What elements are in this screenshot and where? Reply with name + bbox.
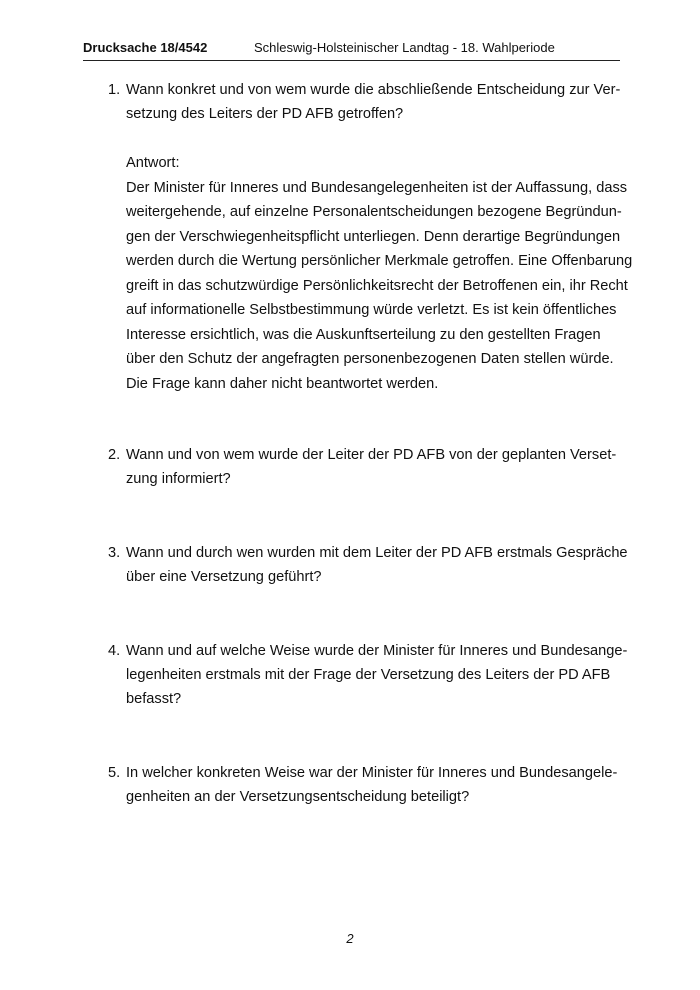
question-line: Wann und von wem wurde der Leiter der PD AFB von der geplanten Verset- <box>126 447 617 463</box>
page-header <box>83 38 620 61</box>
question-line: befasst? <box>126 691 182 707</box>
answer-line: greift in das schutzwürdige Persönlichkeitsrecht der Betroffenen ein, ihr Recht <box>126 277 628 294</box>
question-line: In welcher konkreten Weise war der Minister für Inneres und Bundesangele- <box>126 765 618 781</box>
question-line: legenheiten erstmals mit der Frage der Versetzung des Leiters der PD AFB <box>126 667 611 683</box>
question-line: genheiten an der Versetzungsentscheidung beteiligt? <box>126 789 470 805</box>
answer-line: Interesse ersichtlich, was die Auskunftserteilung zu den gestellten Fragen <box>126 326 601 343</box>
question-number: 5. <box>108 765 121 781</box>
question-number: 4. <box>108 643 121 659</box>
question-line: Wann und auf welche Weise wurde der Minister für Inneres und Bundesange- <box>126 643 628 659</box>
answer-block <box>126 151 633 396</box>
answer-line: über den Schutz der angefragten personenbezogenen Daten stellen würde. <box>126 351 614 367</box>
question-4 <box>108 639 628 711</box>
question-text <box>126 78 620 126</box>
answer-line: werden durch die Wertung persönlicher Merkmale getroffen. Eine Offenbarung <box>126 253 633 269</box>
answer-line: auf informationelle Selbstbestimmung würde verletzt. Es ist kein öffentliches <box>126 302 617 318</box>
document-id: Drucksache 18/4542 <box>83 40 208 55</box>
question-text <box>126 443 620 491</box>
question-line: Wann und durch wen wurden mit dem Leiter der PD AFB erstmals Gespräche <box>126 545 628 561</box>
answer-line: Der Minister für Inneres und Bundesangelegenheiten ist der Auffassung, dass <box>126 179 628 196</box>
question-line: über eine Versetzung geführt? <box>126 569 322 585</box>
question-number: 3. <box>108 545 121 561</box>
question-1 <box>108 78 620 126</box>
parliament-title: Schleswig-Holsteinischer Landtag - 18. Wahlperiode <box>254 40 555 55</box>
question-line: zung informiert? <box>126 471 231 487</box>
question-5 <box>108 761 620 809</box>
question-3 <box>108 541 628 589</box>
question-number: 2. <box>108 447 121 463</box>
answer-line: Die Frage kann daher nicht beantwortet werden. <box>126 375 439 392</box>
page-number: 2 <box>346 931 354 946</box>
question-number: 1. <box>108 82 121 98</box>
answer-line: weitergehende, auf einzelne Personalentscheidungen bezogene Begründun- <box>126 204 622 220</box>
question-line: setzung des Leiters der PD AFB getroffen? <box>126 106 404 122</box>
question-text <box>126 541 628 589</box>
question-text <box>126 639 628 711</box>
answer-label: Antwort: <box>126 155 180 171</box>
question-text <box>126 761 620 809</box>
question-line: Wann konkret und von wem wurde die abschließende Entscheidung zur Ver- <box>126 82 621 98</box>
answer-line: gen der Verschwiegenheitspflicht unterliegen. Denn derartige Begründungen <box>126 228 621 245</box>
question-2 <box>108 443 620 491</box>
